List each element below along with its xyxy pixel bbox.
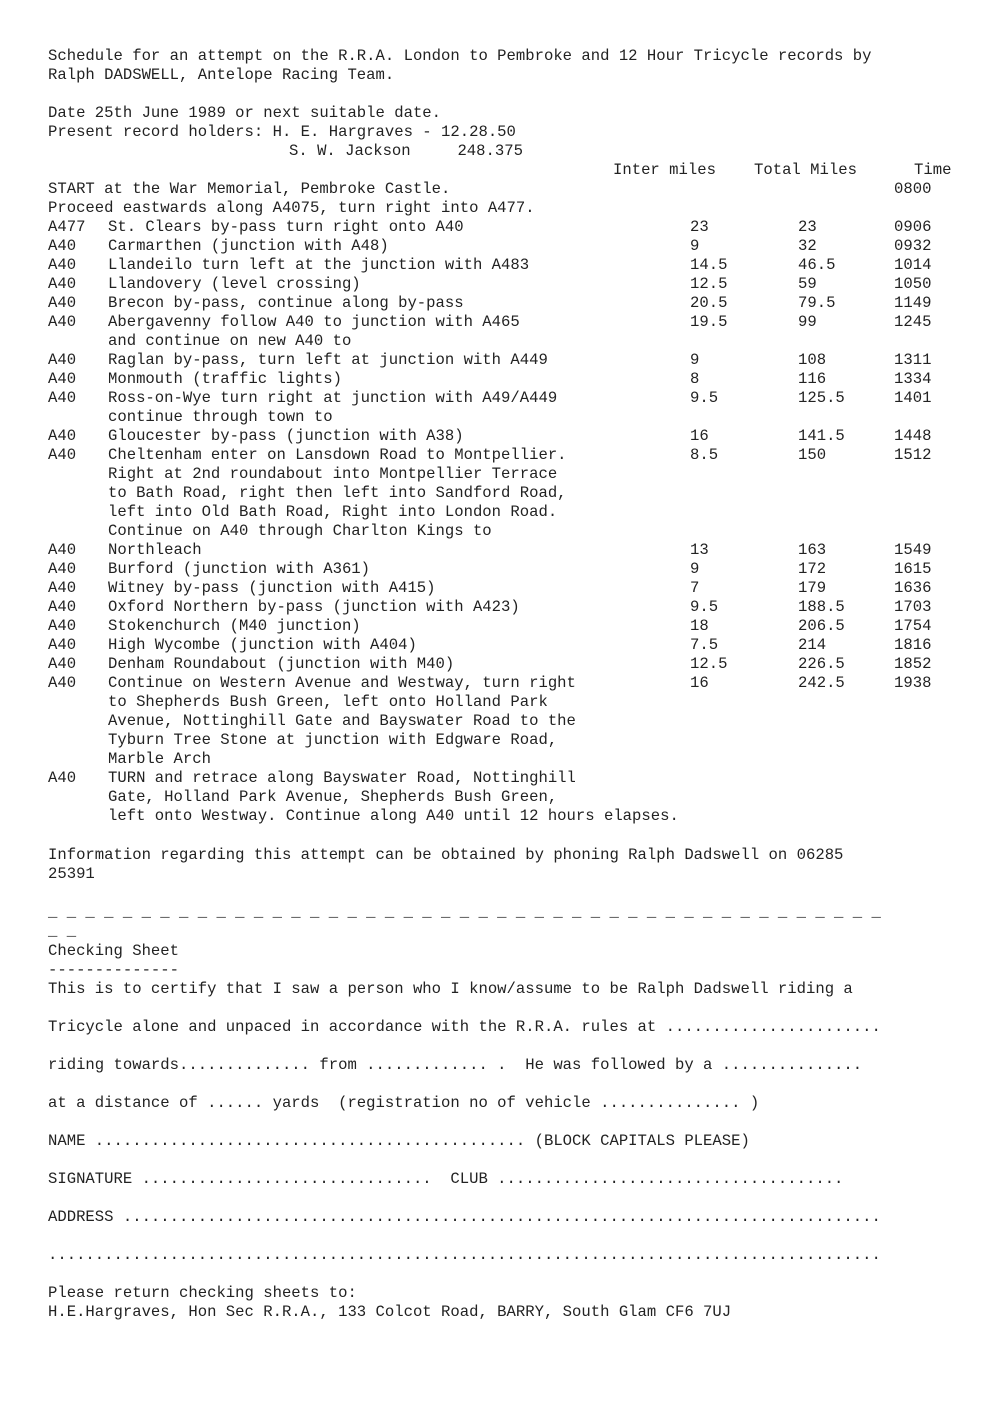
route-description: and continue on new A40 to — [108, 332, 352, 350]
route-total-miles: 242.5 — [798, 674, 845, 692]
route-inter-miles: 12.5 — [690, 275, 728, 293]
route-description: Brecon by-pass, continue along by-pass — [108, 294, 464, 312]
route-inter-miles: 8.5 — [690, 446, 719, 464]
route-inter-miles: 9.5 — [690, 598, 719, 616]
route-description: Avenue, Nottinghill Gate and Bayswater Road to the — [108, 712, 576, 730]
route-time: 1938 — [894, 674, 932, 692]
route-time: 1636 — [894, 579, 932, 597]
route-description: Burford (junction with A361) — [108, 560, 371, 578]
route-time: 1050 — [894, 275, 932, 293]
route-time: 1401 — [894, 389, 932, 407]
route-inter-miles: 8 — [690, 370, 700, 388]
route-road: A40 — [48, 351, 77, 369]
route-road: A40 — [48, 617, 77, 635]
proceed-line: Proceed eastwards along A4075, turn right into A477. — [48, 199, 535, 217]
route-inter-miles: 7.5 — [690, 636, 719, 654]
route-description: left into Old Bath Road, Right into London Road. — [108, 503, 558, 521]
return-address: H.E.Hargraves, Hon Sec R.R.A., 133 Colcot Road, BARRY, South Glam CF6 7UJ — [48, 1303, 732, 1321]
route-total-miles: 125.5 — [798, 389, 845, 407]
route-description: to Shepherds Bush Green, left onto Holland Park — [108, 693, 548, 711]
route-description: Oxford Northern by-pass (junction with A423) — [108, 598, 520, 616]
route-total-miles: 188.5 — [798, 598, 845, 616]
checking-sheet-title: Checking Sheet — [48, 942, 180, 960]
return-instruction: Please return checking sheets to: — [48, 1284, 357, 1302]
route-description: Continue on Western Avenue and Westway, turn right — [108, 674, 576, 692]
route-road: A40 — [48, 370, 77, 388]
distance-registration-field: at a distance of ...... yards (registration no of vehicle ............... ) — [48, 1094, 760, 1112]
date-line: Date 25th June 1989 or next suitable date. — [48, 104, 442, 122]
route-inter-miles: 20.5 — [690, 294, 728, 312]
route-road: A40 — [48, 579, 77, 597]
route-inter-miles: 12.5 — [690, 655, 728, 673]
route-description: Tyburn Tree Stone at junction with Edgware Road, — [108, 731, 558, 749]
signature-club-field: SIGNATURE ............................... CLUB ..................................... — [48, 1170, 844, 1188]
route-road: A40 — [48, 636, 77, 654]
route-inter-miles: 16 — [690, 674, 709, 692]
route-time: 1245 — [894, 313, 932, 331]
route-road: A40 — [48, 237, 77, 255]
address-field: ADDRESS ................................................................................. — [48, 1208, 881, 1226]
route-total-miles: 79.5 — [798, 294, 836, 312]
route-description: High Wycombe (junction with A404) — [108, 636, 417, 654]
route-total-miles: 23 — [798, 218, 817, 236]
route-description: Right at 2nd roundabout into Montpellier Terrace — [108, 465, 558, 483]
route-description: Continue on A40 through Charlton Kings to — [108, 522, 492, 540]
route-description: Gate, Holland Park Avenue, Shepherds Bush Green, — [108, 788, 558, 806]
record-holders-line-1: Present record holders: H. E. Hargraves - 12.28.50 — [48, 123, 516, 141]
route-description: Cheltenham enter on Lansdown Road to Montpellier. — [108, 446, 567, 464]
route-time: 1852 — [894, 655, 932, 673]
route-total-miles: 214 — [798, 636, 827, 654]
route-time: 1311 — [894, 351, 932, 369]
route-road: A40 — [48, 560, 77, 578]
route-total-miles: 141.5 — [798, 427, 845, 445]
certify-statement: This is to certify that I saw a person who I know/assume to be Ralph Dadswell riding a — [48, 980, 853, 998]
route-total-miles: 108 — [798, 351, 827, 369]
route-road: A40 — [48, 256, 77, 274]
route-road: A40 — [48, 389, 77, 407]
route-description: Llandeilo turn left at the junction with A483 — [108, 256, 530, 274]
name-field: NAME .............................................. (BLOCK CAPITALS PLEASE) — [48, 1132, 750, 1150]
route-road: A40 — [48, 598, 77, 616]
route-total-miles: 150 — [798, 446, 827, 464]
route-road: A40 — [48, 313, 77, 331]
info-line-2: 25391 — [48, 865, 95, 883]
route-total-miles: 116 — [798, 370, 827, 388]
route-inter-miles: 9.5 — [690, 389, 719, 407]
route-description: Monmouth (traffic lights) — [108, 370, 342, 388]
info-line-1: Information regarding this attempt can be obtained by phoning Ralph Dadswell on 06285 — [48, 846, 844, 864]
col-header-inter-miles: Inter miles — [613, 161, 716, 179]
route-description: Carmarthen (junction with A48) — [108, 237, 389, 255]
route-description: Gloucester by-pass (junction with A38) — [108, 427, 464, 445]
route-time: 0932 — [894, 237, 932, 255]
address-field-line-2: ......................................................................................... — [48, 1246, 881, 1264]
start-time: 0800 — [894, 180, 932, 198]
route-total-miles: 59 — [798, 275, 817, 293]
route-road: A40 — [48, 294, 77, 312]
record-holders-line-2: S. W. Jackson 248.375 — [289, 142, 523, 160]
route-description: to Bath Road, right then left into Sandford Road, — [108, 484, 567, 502]
route-road: A40 — [48, 674, 77, 692]
route-time: 1014 — [894, 256, 932, 274]
route-time: 1512 — [894, 446, 932, 464]
route-road: A40 — [48, 427, 77, 445]
route-time: 1615 — [894, 560, 932, 578]
route-total-miles: 163 — [798, 541, 827, 559]
route-time: 1448 — [894, 427, 932, 445]
route-total-miles: 172 — [798, 560, 827, 578]
title-line-1: Schedule for an attempt on the R.R.A. London to Pembroke and 12 Hour Tricycle records by — [48, 47, 872, 65]
rules-location-field: Tricycle alone and unpaced in accordance with the R.R.A. rules at ....................... — [48, 1018, 881, 1036]
route-inter-miles: 14.5 — [690, 256, 728, 274]
route-inter-miles: 7 — [690, 579, 700, 597]
col-header-time: Time — [914, 161, 952, 179]
route-time: 1334 — [894, 370, 932, 388]
route-inter-miles: 9 — [690, 237, 700, 255]
route-road: A40 — [48, 769, 77, 787]
route-inter-miles: 18 — [690, 617, 709, 635]
route-inter-miles: 13 — [690, 541, 709, 559]
route-description: left onto Westway. Continue along A40 until 12 hours elapses. — [108, 807, 679, 825]
route-description: Raglan by-pass, turn left at junction with A449 — [108, 351, 548, 369]
route-description: Marble Arch — [108, 750, 211, 768]
route-time: 1549 — [894, 541, 932, 559]
col-header-total-miles: Total Miles — [754, 161, 857, 179]
route-total-miles: 226.5 — [798, 655, 845, 673]
cut-line: _ _ _ _ _ _ _ _ _ _ _ _ _ _ _ _ _ _ _ _ _ _ _ _ _ _ _ _ _ _ _ _ _ _ _ _ _ _ _ _ _ _ _ _ _ — [48, 903, 881, 921]
checking-sheet-underline: -------------- — [48, 961, 180, 979]
route-time: 0906 — [894, 218, 932, 236]
route-total-miles: 99 — [798, 313, 817, 331]
route-description: Denham Roundabout (junction with M40) — [108, 655, 455, 673]
route-total-miles: 206.5 — [798, 617, 845, 635]
route-inter-miles: 19.5 — [690, 313, 728, 331]
route-road: A40 — [48, 541, 77, 559]
route-road: A40 — [48, 655, 77, 673]
route-total-miles: 46.5 — [798, 256, 836, 274]
route-description: Llandovery (level crossing) — [108, 275, 361, 293]
direction-follow-field: riding towards.............. from ............. . He was followed by a ............... — [48, 1056, 863, 1074]
route-description: Stokenchurch (M40 junction) — [108, 617, 361, 635]
route-description: Witney by-pass (junction with A415) — [108, 579, 436, 597]
route-description: Northleach — [108, 541, 202, 559]
route-description: continue through town to — [108, 408, 333, 426]
route-inter-miles: 9 — [690, 560, 700, 578]
route-description: Abergavenny follow A40 to junction with A465 — [108, 313, 520, 331]
route-inter-miles: 23 — [690, 218, 709, 236]
start-line: START at the War Memorial, Pembroke Castle. — [48, 180, 451, 198]
cut-line-wrap: _ _ — [48, 922, 77, 940]
route-inter-miles: 9 — [690, 351, 700, 369]
route-time: 1816 — [894, 636, 932, 654]
route-road: A477 — [48, 218, 86, 236]
title-line-2: Ralph DADSWELL, Antelope Racing Team. — [48, 66, 395, 84]
route-inter-miles: 16 — [690, 427, 709, 445]
route-total-miles: 179 — [798, 579, 827, 597]
route-time: 1754 — [894, 617, 932, 635]
route-description: St. Clears by-pass turn right onto A40 — [108, 218, 464, 236]
route-total-miles: 32 — [798, 237, 817, 255]
route-road: A40 — [48, 275, 77, 293]
route-time: 1703 — [894, 598, 932, 616]
route-road: A40 — [48, 446, 77, 464]
route-time: 1149 — [894, 294, 932, 312]
route-description: Ross-on-Wye turn right at junction with A49/A449 — [108, 389, 558, 407]
route-description: TURN and retrace along Bayswater Road, Nottinghill — [108, 769, 576, 787]
